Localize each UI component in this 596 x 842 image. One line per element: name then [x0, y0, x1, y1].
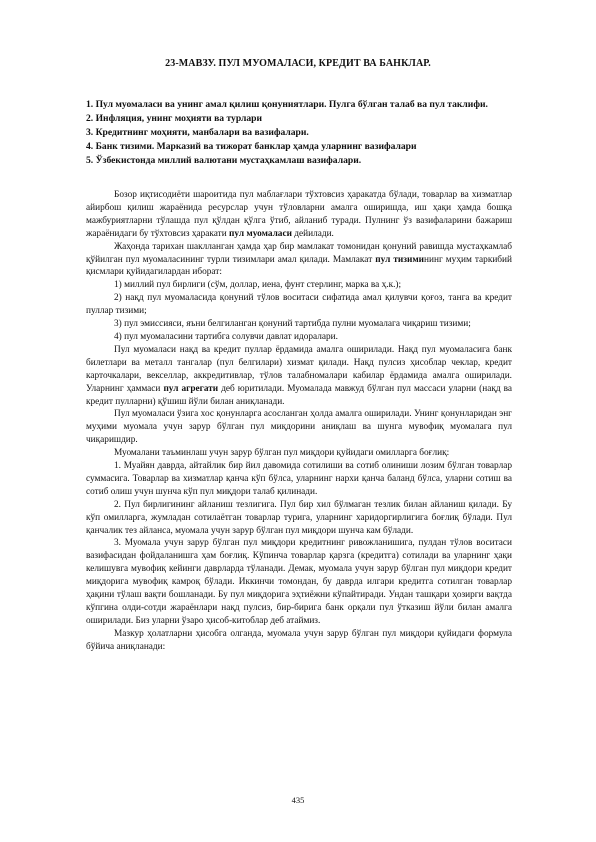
paragraph: Муомалани таъминлаш учун зарур бўлган пул миқдори қуйидаги омилларга боғлиқ:	[114, 448, 450, 459]
outline-item: 1. Пул муомаласи ва унинг амал қилиш қонуниятлари. Пулга бўлган талаб ва пул таклифи.	[86, 99, 488, 110]
paragraph: 4) пул муомаласини тартибга солувчи давлат идоралари.	[114, 331, 338, 342]
term-bold: пул тизими	[375, 254, 425, 265]
outline-item: 3. Кредитнинг моҳияти, манбалари ва вазифалари.	[86, 127, 309, 138]
topic-outline	[86, 98, 526, 168]
page-number: 435	[291, 795, 305, 805]
paragraph: Пул муомаласи нақд ва кредит пуллар ёрдамида амалга оширилади. Нақд пул муомаласига банк билетлари ва металл тангалар (пул белгилари) хизмат қилади. Нақд пулсиз ҳисоблар чеклар, кредит карточкалари, векселлар, аккредитивлар, тўлов талабномалари кабилар ёрдамида амалга оширилади. Уларнинг ҳаммаси пул агрегати деб юритилади. Муомалада мавжуд бўлган пул массаси уларни (нақд ва кредит пулларни) қўшиш йўли билан аниқланади.	[86, 344, 512, 407]
paragraph: 3. Муомала учун зарур бўлган пул миқдори кредитнинг ривожланишига, пулдан тўлов воситаси вазифасидан фойдаланишга ҳам боғлиқ. Кўпинча товарлар қарзга (кредитга) сотилади ва уларнинг ҳақи келишувга мувофиқ кейинги даврларда тўланади. Демак, муомала учун зарур бўлган пул миқдори кредит миқдорига мувофиқ камроқ бўлади. Иккинчи томондан, бу даврда илгари кредитга сотилган товарлар ҳақини тўлаш вақти бошланади. Бу пул миқдорига эҳтиёжни кўпайтиради. Ундан ташқари ҳозирги вақтда кўпгина олди-сотди жараёнлари нақд пулсиз, бир-бирига банк орқали пул ўтказиш йўли билан амалга оширилади. Биз уларни ўзаро ҳисоб-китоблар деб атаймиз.	[86, 538, 512, 626]
outline-item: 4. Банк тизими. Марказий ва тижорат банклар ҳамда уларнинг вазифалари	[86, 141, 417, 152]
page-title: 23-МАВЗУ. ПУЛ МУОМАЛАСИ, КРЕДИТ ВА БАНКЛАР.	[165, 58, 431, 69]
outline-item: 5. Ўзбекистонда миллий валютани мустаҳкамлаш вазифалари.	[86, 155, 362, 166]
paragraph: Мазкур ҳолатларни ҳисобга олганда, муомала учун зарур бўлган пул миқдори қуйидаги формула бўйича аниқланади:	[86, 628, 512, 652]
paragraph: 3) пул эмиссияси, яъни белгиланган қонуний тартибда пулни муомалага чиқариш тизими;	[114, 319, 471, 330]
paragraph: 2. Пул бирлигининг айланиш тезлигига. Пул бир хил бўлмаган тезлик билан айланиш қилади. Бу кўп омилларга, жумладан сотилаётган товарлар турига, уларнинг харидоргирлигига боғлиқ бўлади. Пул қанчалик тез айланса, муомала учун зарур бўлган пул миқдори шунча кам бўлади.	[86, 499, 512, 536]
body-text	[86, 189, 512, 654]
paragraph: 1) миллий пул бирлиги (сўм, доллар, иена, фунт стерлинг, марка ва ҳ.к.);	[114, 280, 402, 291]
term-bold: пул муомаласи	[229, 228, 292, 239]
paragraph: Пул муомаласи ўзига хос қонунларга асосланган ҳолда амалга оширилади. Унинг қонунларидан энг муҳими муомала учун зарур бўлган пул миқдорини аниқлаш ва шунга мувофиқ муомалага пул чиқаришдир.	[86, 409, 512, 446]
paragraph: 1. Муайян даврда, айтайлик бир йил давомида сотилиши ва сотиб олиниши лозим бўлган товарлар суммасига. Товарлар ва хизматлар қанча кўп бўлса, уларнинг нархи қанча баланд бўлса, уларни сотиш ва сотиб олиш учун шунча кўп пул миқдори талаб қилинади.	[86, 461, 512, 497]
outline-item: 2. Инфляция, унинг моҳияти ва турлари	[86, 113, 262, 124]
paragraph: Бозор иқтисодиёти шароитида пул маблағлари тўхтовсиз ҳаракатда бўлади, товарлар ва хизматлар айирбош қилиш жараёнида ресурслар учун тўловларни амалга оширишда, иш ҳақи ҳамда бошқа мажбуриятларни тўлашда пул қўлдан қўлга ўтиб, айланиб туради. Пулнинг ўз вазифаларини бажариш жараёнидаги бу тўхтовсиз ҳаракати пул муомаласи дейилади.	[86, 190, 512, 239]
term-bold: пул агрегати	[163, 383, 219, 394]
paragraph: Жаҳонда тарихан шаклланган ҳамда ҳар бир мамлакат томонидан қонуний равишда мустаҳкамлаб қўйилган пул муомаласининг турли тизимлари амал қилади. Мамлакат пул тизимининг муҳим таркибий қисмлари қуйидагилардан иборат:	[86, 241, 512, 278]
paragraph: 2) нақд пул муомаласида қонуний тўлов воситаси сифатида амал қилувчи қоғоз, танга ва кредит пуллар тизими;	[86, 293, 512, 317]
